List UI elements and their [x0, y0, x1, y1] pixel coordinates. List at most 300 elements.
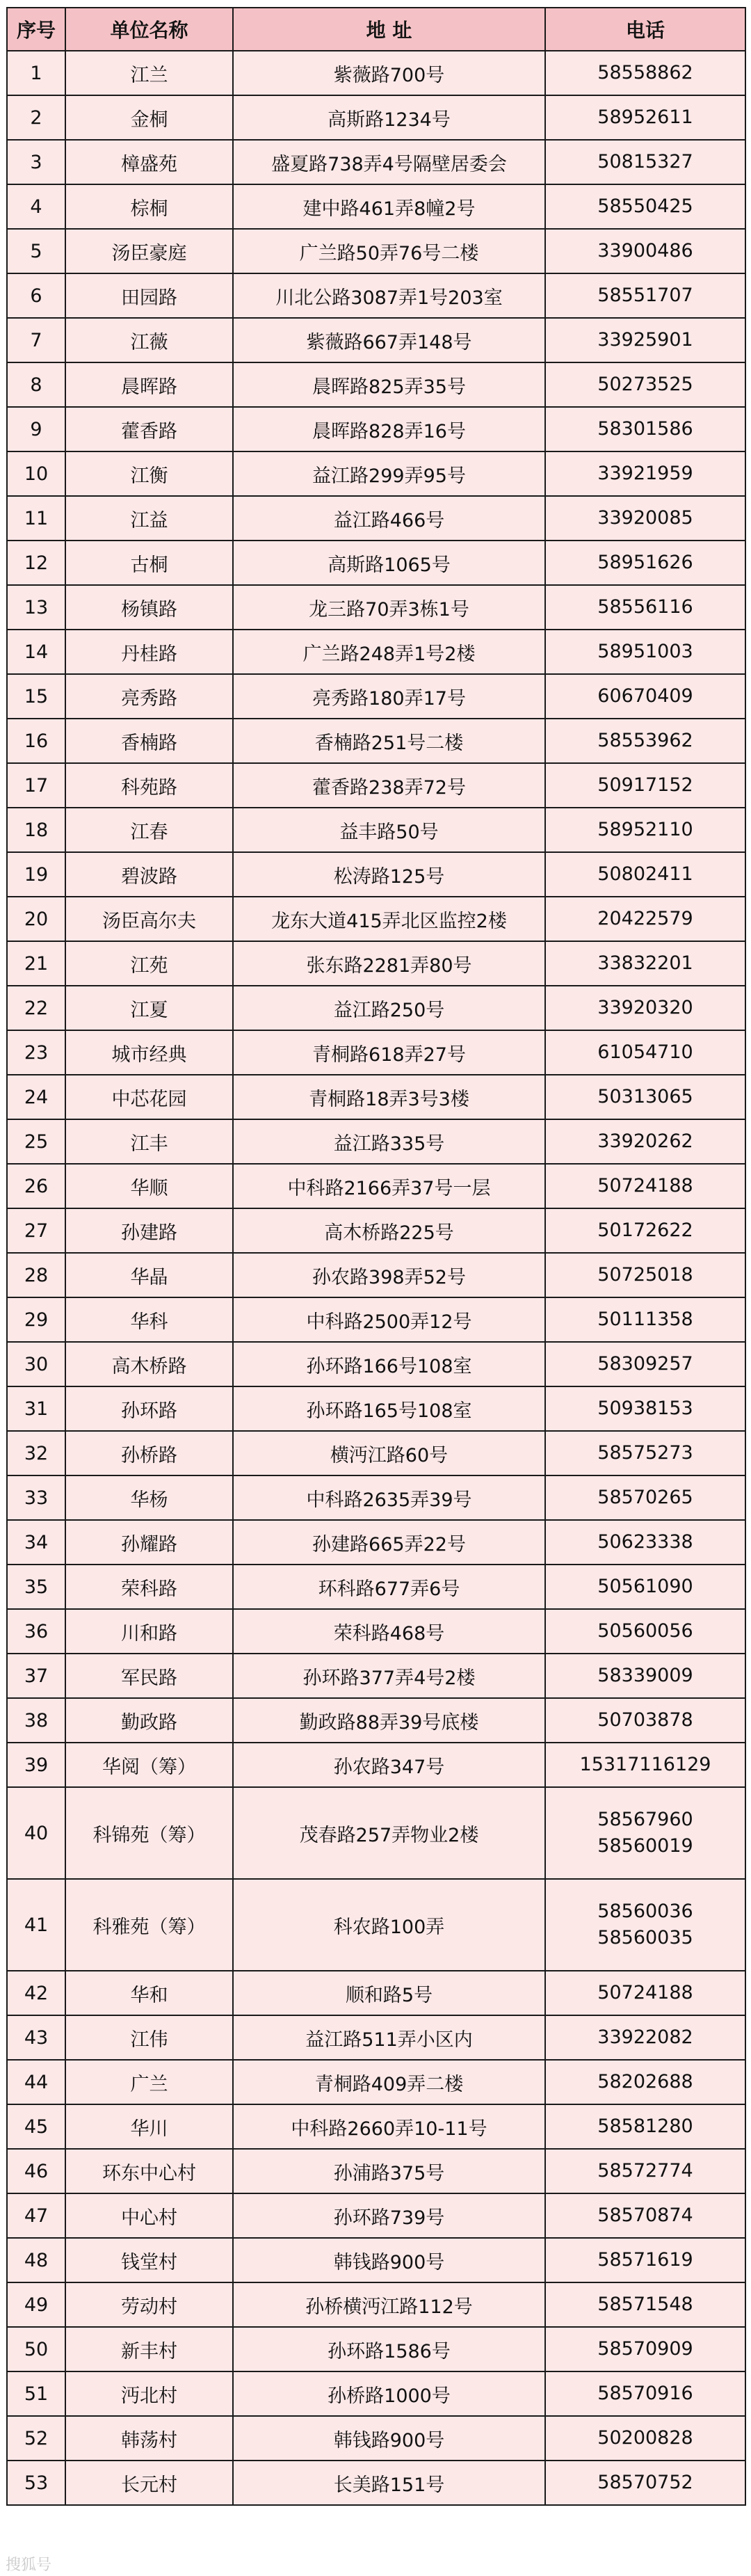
- row-phone: [545, 362, 745, 407]
- row-phone: [545, 1787, 745, 1879]
- phone-number: 33920085: [597, 507, 693, 529]
- phone-number: 50172622: [597, 1219, 693, 1241]
- row-phone: [545, 1164, 745, 1208]
- row-address: 中科路2660弄10-11号: [233, 2104, 545, 2149]
- row-unit-name: 荣科路: [65, 1565, 233, 1609]
- phone-number: 50815327: [597, 151, 693, 173]
- row-unit-name: 江益: [65, 496, 233, 541]
- row-phone: [545, 630, 745, 674]
- table-row: [7, 407, 745, 451]
- row-address: 益江路335号: [233, 1119, 545, 1164]
- phone-number: 58570916: [597, 2383, 693, 2404]
- row-unit-name: 棕桐: [65, 184, 233, 229]
- row-number: 30: [7, 1342, 65, 1386]
- table-row: [7, 897, 745, 941]
- table-row: [7, 1386, 745, 1431]
- table-row: [7, 95, 745, 140]
- row-address: 横沔江路60号: [233, 1431, 545, 1475]
- row-phone: [545, 1879, 745, 1971]
- table-row: [7, 1565, 745, 1609]
- row-address: 中科路2635弄39号: [233, 1475, 545, 1520]
- row-unit-name: 华杨: [65, 1475, 233, 1520]
- row-unit-name: 科雅苑（筹）: [65, 1879, 233, 1971]
- row-unit-name: 华顺: [65, 1164, 233, 1208]
- row-number: 6: [7, 273, 65, 318]
- row-unit-name: 高木桥路: [65, 1342, 233, 1386]
- phone-number: 58570909: [597, 2338, 693, 2360]
- table-row: [7, 51, 745, 95]
- row-number: 11: [7, 496, 65, 541]
- phone-number: 58560035: [597, 1927, 693, 1949]
- phone-number: 58571619: [597, 2249, 693, 2271]
- table-row: [7, 941, 745, 986]
- row-address: 孙农路347号: [233, 1743, 545, 1787]
- table-row: [7, 585, 745, 630]
- table-row: [7, 1879, 745, 1971]
- table-row: [7, 229, 745, 273]
- row-unit-name: 汤臣高尔夫: [65, 897, 233, 941]
- row-address: 青桐路409弄二楼: [233, 2060, 545, 2104]
- row-unit-name: 科锦苑（筹）: [65, 1787, 233, 1879]
- row-number: 17: [7, 763, 65, 808]
- row-phone: [545, 2015, 745, 2060]
- table-row: [7, 1609, 745, 1654]
- row-phone: [545, 2060, 745, 2104]
- row-number: 42: [7, 1971, 65, 2015]
- table-row: [7, 1431, 745, 1475]
- row-phone: [545, 318, 745, 362]
- phone-number: 50273525: [597, 374, 693, 395]
- row-address: 环科路677弄6号: [233, 1565, 545, 1609]
- row-phone: [545, 1297, 745, 1342]
- table-row: [7, 1743, 745, 1787]
- row-unit-name: 城市经典: [65, 1030, 233, 1075]
- row-phone: [545, 1971, 745, 2015]
- table-row: [7, 1342, 745, 1386]
- phone-number: 58560036: [597, 1901, 693, 1922]
- row-address: 益江路299弄95号: [233, 451, 545, 496]
- row-number: 23: [7, 1030, 65, 1075]
- row-number: 3: [7, 140, 65, 184]
- row-address: 晨晖路828弄16号: [233, 407, 545, 451]
- row-number: 32: [7, 1431, 65, 1475]
- row-unit-name: 藿香路: [65, 407, 233, 451]
- row-number: 41: [7, 1879, 65, 1971]
- table-row: [7, 1075, 745, 1119]
- phone-number: 58571548: [597, 2294, 693, 2315]
- row-unit-name: 钱堂村: [65, 2238, 233, 2282]
- row-number: 7: [7, 318, 65, 362]
- table-row: [7, 2015, 745, 2060]
- row-number: 13: [7, 585, 65, 630]
- row-number: 27: [7, 1208, 65, 1253]
- row-unit-name: 田园路: [65, 273, 233, 318]
- phone-number: 50724188: [597, 1982, 693, 2003]
- row-address: 高斯路1065号: [233, 541, 545, 585]
- phone-number: 50561090: [597, 1576, 693, 1597]
- table-row: [7, 1030, 745, 1075]
- row-unit-name: 长元村: [65, 2461, 233, 2505]
- row-address: 孙浦路375号: [233, 2149, 545, 2193]
- row-number: 8: [7, 362, 65, 407]
- row-number: 19: [7, 852, 65, 897]
- row-phone: [545, 496, 745, 541]
- table-row: [7, 2193, 745, 2238]
- phone-number: 50560056: [597, 1620, 693, 1642]
- row-number: 34: [7, 1520, 65, 1565]
- table-row: [7, 852, 745, 897]
- row-number: 40: [7, 1787, 65, 1879]
- row-number: 53: [7, 2461, 65, 2505]
- row-address: 益江路511弄小区内: [233, 2015, 545, 2060]
- row-phone: [545, 1609, 745, 1654]
- row-address: 中科路2166弄37号一层: [233, 1164, 545, 1208]
- row-phone: [545, 1075, 745, 1119]
- table-row: [7, 2104, 745, 2149]
- row-number: 20: [7, 897, 65, 941]
- row-number: 47: [7, 2193, 65, 2238]
- phone-number: 33922082: [597, 2026, 693, 2048]
- row-phone: [545, 897, 745, 941]
- row-phone: [545, 1342, 745, 1386]
- table-row: [7, 986, 745, 1030]
- row-unit-name: 江丰: [65, 1119, 233, 1164]
- row-address: 益江路466号: [233, 496, 545, 541]
- row-unit-name: 江春: [65, 808, 233, 852]
- row-unit-name: 江夏: [65, 986, 233, 1030]
- phone-number: 33920320: [597, 997, 693, 1018]
- table-row: [7, 1475, 745, 1520]
- row-phone: [545, 1698, 745, 1743]
- row-phone: [545, 184, 745, 229]
- contact-table: [6, 7, 746, 2506]
- row-number: 14: [7, 630, 65, 674]
- row-unit-name: 孙环路: [65, 1386, 233, 1431]
- row-number: 26: [7, 1164, 65, 1208]
- phone-number: 61054710: [597, 1041, 693, 1063]
- table-row: [7, 318, 745, 362]
- phone-number: 33832201: [597, 952, 693, 974]
- row-phone: [545, 808, 745, 852]
- phone-number: 50724188: [597, 1175, 693, 1197]
- row-address: 顺和路5号: [233, 1971, 545, 2015]
- row-number: 43: [7, 2015, 65, 2060]
- row-phone: [545, 1208, 745, 1253]
- phone-number: 58951003: [597, 641, 693, 662]
- phone-number: 58309257: [597, 1353, 693, 1375]
- phone-number: 58560019: [597, 1835, 693, 1857]
- row-address: 孙环路165号108室: [233, 1386, 545, 1431]
- row-unit-name: 樟盛苑: [65, 140, 233, 184]
- row-unit-name: 古桐: [65, 541, 233, 585]
- row-unit-name: 江苑: [65, 941, 233, 986]
- watermark: 搜狐号: [6, 2557, 52, 2574]
- table-row: [7, 184, 745, 229]
- row-address: 青桐路18弄3号3楼: [233, 1075, 545, 1119]
- row-address: 益江路250号: [233, 986, 545, 1030]
- phone-number: 50200828: [597, 2427, 693, 2449]
- row-unit-name: 中心村: [65, 2193, 233, 2238]
- row-address: 益丰路50号: [233, 808, 545, 852]
- phone-number: 58567960: [597, 1809, 693, 1830]
- phone-number: 58575273: [597, 1442, 693, 1464]
- row-address: 孙建路665弄22号: [233, 1520, 545, 1565]
- table-row: [7, 1698, 745, 1743]
- row-address: 科农路100弄: [233, 1879, 545, 1971]
- phone-number: 50938153: [597, 1398, 693, 1419]
- row-phone: [545, 541, 745, 585]
- row-phone: [545, 2371, 745, 2416]
- table-row: [7, 808, 745, 852]
- phone-number: 58551707: [597, 285, 693, 306]
- row-phone: [545, 2104, 745, 2149]
- row-number: 29: [7, 1297, 65, 1342]
- phone-number: 58952110: [597, 819, 693, 840]
- row-address: 孙环路166号108室: [233, 1342, 545, 1386]
- phone-number: 58951626: [597, 552, 693, 573]
- row-phone: [545, 763, 745, 808]
- row-unit-name: 沔北村: [65, 2371, 233, 2416]
- row-address: 孙桥横沔江路112号: [233, 2282, 545, 2327]
- row-number: 37: [7, 1654, 65, 1698]
- row-number: 38: [7, 1698, 65, 1743]
- phone-number: 50111358: [597, 1309, 693, 1330]
- row-phone: [545, 2149, 745, 2193]
- table-row: [7, 496, 745, 541]
- row-phone: [545, 852, 745, 897]
- row-number: 31: [7, 1386, 65, 1431]
- row-unit-name: 华阅（筹）: [65, 1743, 233, 1787]
- row-phone: [545, 407, 745, 451]
- table-row: [7, 2371, 745, 2416]
- row-unit-name: 华晶: [65, 1253, 233, 1297]
- table-row: [7, 2238, 745, 2282]
- header-address: 地 址: [233, 8, 545, 51]
- row-phone: [545, 1253, 745, 1297]
- table-row: [7, 630, 745, 674]
- table-row: [7, 273, 745, 318]
- table-row: [7, 2461, 745, 2505]
- row-address: 韩钱路900号: [233, 2416, 545, 2461]
- phone-number: 50802411: [597, 863, 693, 885]
- row-number: 44: [7, 2060, 65, 2104]
- row-address: 高斯路1234号: [233, 95, 545, 140]
- table-row: [7, 1520, 745, 1565]
- table-row: [7, 362, 745, 407]
- table-row: [7, 451, 745, 496]
- row-unit-name: 韩荡村: [65, 2416, 233, 2461]
- row-phone: [545, 2416, 745, 2461]
- row-number: 39: [7, 1743, 65, 1787]
- row-address: 高木桥路225号: [233, 1208, 545, 1253]
- table-row: [7, 1654, 745, 1698]
- row-address: 长美路151号: [233, 2461, 545, 2505]
- row-address: 香楠路251号二楼: [233, 719, 545, 763]
- row-phone: [545, 585, 745, 630]
- row-unit-name: 孙建路: [65, 1208, 233, 1253]
- row-unit-name: 劳动村: [65, 2282, 233, 2327]
- row-number: 48: [7, 2238, 65, 2282]
- phone-number: 50703878: [597, 1709, 693, 1731]
- row-unit-name: 香楠路: [65, 719, 233, 763]
- row-unit-name: 亮秀路: [65, 674, 233, 719]
- phone-number: 58572774: [597, 2160, 693, 2182]
- row-number: 1: [7, 51, 65, 95]
- row-number: 2: [7, 95, 65, 140]
- row-phone: [545, 229, 745, 273]
- row-unit-name: 勤政路: [65, 1698, 233, 1743]
- header-unit-name: 单位名称: [65, 8, 233, 51]
- row-unit-name: 杨镇路: [65, 585, 233, 630]
- phone-number: 20422579: [597, 908, 693, 929]
- row-unit-name: 江衡: [65, 451, 233, 496]
- row-phone: [545, 451, 745, 496]
- row-phone: [545, 1119, 745, 1164]
- row-unit-name: 军民路: [65, 1654, 233, 1698]
- row-address: 广兰路248弄1号2楼: [233, 630, 545, 674]
- table-row: [7, 1971, 745, 2015]
- phone-number: 60670409: [597, 685, 693, 707]
- phone-number: 58553962: [597, 730, 693, 751]
- row-unit-name: 广兰: [65, 2060, 233, 2104]
- phone-number: 50623338: [597, 1531, 693, 1553]
- row-phone: [545, 273, 745, 318]
- row-phone: [545, 674, 745, 719]
- table-row: [7, 2327, 745, 2371]
- table-row: [7, 1787, 745, 1879]
- row-address: 孙农路398弄52号: [233, 1253, 545, 1297]
- row-number: 35: [7, 1565, 65, 1609]
- row-address: 孙桥路1000号: [233, 2371, 545, 2416]
- table-row: [7, 2416, 745, 2461]
- row-number: 12: [7, 541, 65, 585]
- row-unit-name: 江兰: [65, 51, 233, 95]
- row-phone: [545, 2461, 745, 2505]
- row-number: 51: [7, 2371, 65, 2416]
- phone-number: 58301586: [597, 418, 693, 440]
- table-row: [7, 1297, 745, 1342]
- row-phone: [545, 941, 745, 986]
- table-row: [7, 1164, 745, 1208]
- table-row: [7, 2149, 745, 2193]
- row-unit-name: 环东中心村: [65, 2149, 233, 2193]
- row-address: 松涛路125号: [233, 852, 545, 897]
- row-unit-name: 碧波路: [65, 852, 233, 897]
- row-phone: [545, 95, 745, 140]
- row-address: 川北公路3087弄1号203室: [233, 273, 545, 318]
- table-row: [7, 763, 745, 808]
- table-row: [7, 2060, 745, 2104]
- row-phone: [545, 719, 745, 763]
- row-phone: [545, 1030, 745, 1075]
- phone-number: 58202688: [597, 2071, 693, 2093]
- phone-number: 15317116129: [579, 1754, 711, 1775]
- row-phone: [545, 140, 745, 184]
- row-address: 青桐路618弄27号: [233, 1030, 545, 1075]
- row-number: 49: [7, 2282, 65, 2327]
- row-address: 孙环路377弄4号2楼: [233, 1654, 545, 1698]
- row-unit-name: 丹桂路: [65, 630, 233, 674]
- row-number: 4: [7, 184, 65, 229]
- table-row: [7, 541, 745, 585]
- row-number: 33: [7, 1475, 65, 1520]
- row-address: 龙三路70弄3栋1号: [233, 585, 545, 630]
- table-row: [7, 2282, 745, 2327]
- phone-number: 58570874: [597, 2205, 693, 2226]
- phone-number: 50725018: [597, 1264, 693, 1286]
- phone-number: 33900486: [597, 240, 693, 262]
- row-number: 52: [7, 2416, 65, 2461]
- row-address: 盛夏路738弄4号隔壁居委会: [233, 140, 545, 184]
- row-phone: [545, 2282, 745, 2327]
- row-unit-name: 川和路: [65, 1609, 233, 1654]
- row-number: 22: [7, 986, 65, 1030]
- row-number: 24: [7, 1075, 65, 1119]
- table-row: [7, 1208, 745, 1253]
- row-phone: [545, 1431, 745, 1475]
- row-unit-name: 晨晖路: [65, 362, 233, 407]
- row-number: 15: [7, 674, 65, 719]
- row-number: 25: [7, 1119, 65, 1164]
- row-unit-name: 新丰村: [65, 2327, 233, 2371]
- phone-number: 33920262: [597, 1130, 693, 1152]
- row-number: 18: [7, 808, 65, 852]
- row-address: 勤政路88弄39号底楼: [233, 1698, 545, 1743]
- phone-number: 58556116: [597, 596, 693, 618]
- row-number: 9: [7, 407, 65, 451]
- row-number: 46: [7, 2149, 65, 2193]
- table-body: [7, 51, 745, 2505]
- phone-number: 33925901: [597, 329, 693, 351]
- row-phone: [545, 1654, 745, 1698]
- row-address: 韩钱路900号: [233, 2238, 545, 2282]
- row-phone: [545, 2238, 745, 2282]
- row-address: 荣科路468号: [233, 1609, 545, 1654]
- phone-number: 58550425: [597, 195, 693, 217]
- row-unit-name: 汤臣豪庭: [65, 229, 233, 273]
- row-address: 茂春路257弄物业2楼: [233, 1787, 545, 1879]
- row-address: 紫薇路667弄148号: [233, 318, 545, 362]
- phone-number: 50917152: [597, 774, 693, 796]
- row-phone: [545, 1565, 745, 1609]
- row-unit-name: 华科: [65, 1297, 233, 1342]
- header-phone: 电话: [545, 8, 745, 51]
- phone-number: 50313065: [597, 1086, 693, 1107]
- row-number: 45: [7, 2104, 65, 2149]
- row-number: 28: [7, 1253, 65, 1297]
- row-unit-name: 华和: [65, 1971, 233, 2015]
- phone-number: 58558862: [597, 62, 693, 83]
- table-row: [7, 1119, 745, 1164]
- row-phone: [545, 986, 745, 1030]
- row-unit-name: 金桐: [65, 95, 233, 140]
- row-phone: [545, 2193, 745, 2238]
- table-row: [7, 674, 745, 719]
- row-number: 36: [7, 1609, 65, 1654]
- row-address: 孙环路1586号: [233, 2327, 545, 2371]
- row-address: 紫薇路700号: [233, 51, 545, 95]
- phone-number: 58339009: [597, 1665, 693, 1686]
- row-unit-name: 科苑路: [65, 763, 233, 808]
- row-address: 亮秀路180弄17号: [233, 674, 545, 719]
- row-address: 张东路2281弄80号: [233, 941, 545, 986]
- row-number: 5: [7, 229, 65, 273]
- row-unit-name: 华川: [65, 2104, 233, 2149]
- table-row: [7, 140, 745, 184]
- row-unit-name: 中芯花园: [65, 1075, 233, 1119]
- phone-number: 58570265: [597, 1487, 693, 1508]
- phone-number: 58581280: [597, 2115, 693, 2137]
